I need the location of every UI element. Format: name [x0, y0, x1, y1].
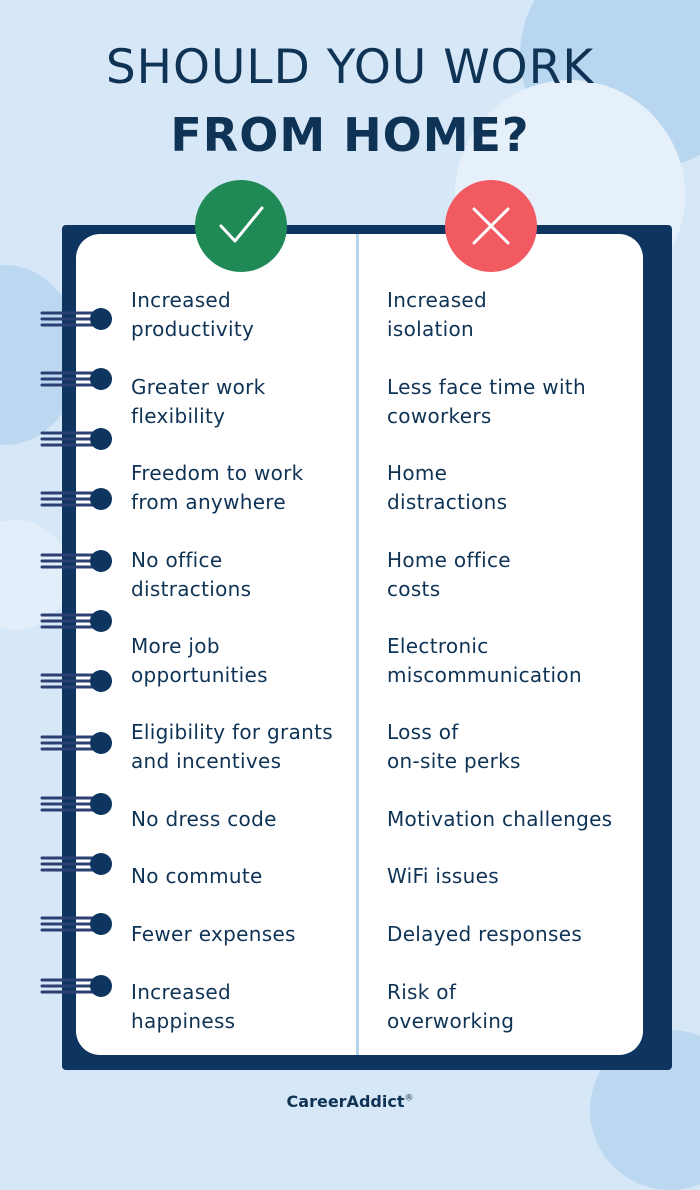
con-item: Less face time with coworkers [387, 375, 586, 428]
spiral-ring-icon [40, 910, 115, 938]
con-item: Delayed responses [387, 922, 583, 946]
pro-item: Increased happiness [131, 980, 236, 1033]
spiral-ring-icon [40, 485, 115, 513]
brand-logo [0, 1092, 700, 1111]
spiral-ring-icon [40, 850, 115, 878]
pro-item: More job opportunities [131, 634, 268, 687]
con-item: Motivation challenges [387, 807, 613, 831]
spiral-ring-icon [40, 667, 115, 695]
con-item: Increased isolation [387, 288, 488, 341]
pro-item: No dress code [131, 807, 277, 831]
spiral-ring-icon [40, 425, 115, 453]
spiral-ring-icon [40, 972, 115, 1000]
spiral-ring-icon [40, 607, 115, 635]
pro-item: Increased productivity [131, 288, 255, 341]
spiral-ring-icon [40, 790, 115, 818]
con-item: WiFi issues [387, 864, 499, 888]
column-divider [356, 234, 359, 1055]
spiral-ring-icon [40, 729, 115, 757]
pro-item: Eligibility for grants and incentives [131, 720, 333, 773]
spiral-ring-icon [40, 305, 115, 333]
spiral-ring-icon [40, 547, 115, 575]
pro-item: No office distractions [131, 548, 252, 601]
cross-icon [445, 180, 537, 272]
check-icon [195, 180, 287, 272]
con-item: Electronic miscommunication [387, 634, 582, 687]
page-title-line-1: SHOULD YOU WORK [105, 40, 595, 95]
con-item: Home distractions [387, 461, 508, 514]
pro-item: No commute [131, 864, 263, 888]
page-title-line-2: FROM HOME? [170, 108, 530, 162]
spiral-ring-icon [40, 365, 115, 393]
registered-mark: ® [404, 1093, 414, 1104]
brand-name: CareerAddict [286, 1092, 405, 1111]
con-item: Risk of overworking [387, 980, 515, 1033]
con-item: Loss of on-site perks [387, 720, 521, 773]
pro-item: Greater work flexibility [131, 375, 266, 428]
pro-item: Freedom to work from anywhere [131, 461, 304, 514]
pro-item: Fewer expenses [131, 922, 296, 946]
con-item: Home office costs [387, 548, 511, 601]
